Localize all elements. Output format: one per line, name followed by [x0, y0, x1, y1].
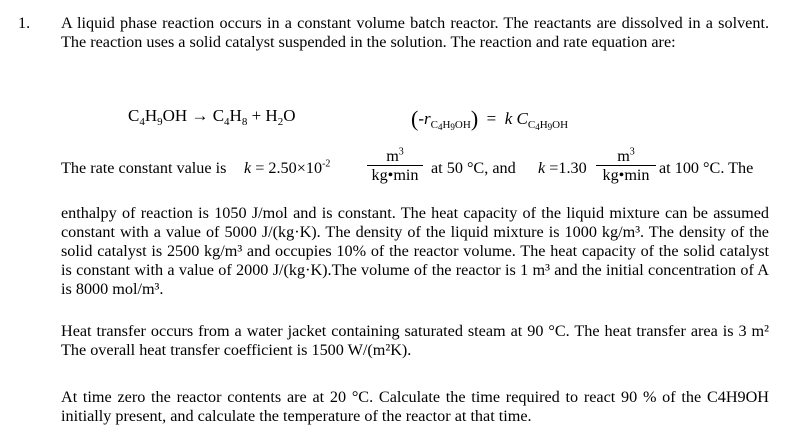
reaction-equation — [128, 106, 295, 128]
reactant-formula: $C_4H_9OH$ — [128, 106, 188, 128]
problem-intro: A liquid phase reaction occurs in a constant volume batch reactor. The reactants are dissolved in a solvent. The reaction uses a solid catalyst suspended in the solution. The reaction and rate equation are: — [61, 14, 769, 51]
rate-constant-lead: The rate constant value is — [61, 159, 227, 177]
reaction-arrow: → — [191, 106, 209, 125]
problem-number: 1. — [18, 14, 31, 32]
rate-constant-k1: $k = 2.50\times 10^{-2}$ — [244, 158, 331, 177]
product-formula-1: $C_4H_8$ — [212, 106, 248, 128]
temperature-1-text: at 50 °C, and — [431, 159, 516, 177]
rate-constants-line — [61, 145, 769, 195]
rate-equation — [411, 106, 568, 132]
unit-fraction-2: $m^3$ kg•min — [596, 147, 656, 184]
rate-lhs: $(-r_{C4H9OH})$ — [411, 106, 479, 132]
product-formula-2: $H_2O$ — [265, 106, 296, 128]
question-paragraph: At time zero the reactor contents are at 20 °C. Calculate the time required to react 90 % of the C4H9OH initially present, and calculate the temperature of the reactor at that time. — [61, 388, 769, 425]
unit-fraction-1: $m^3$ kg•min — [367, 147, 423, 184]
heat-transfer-paragraph: Heat transfer occurs from a water jacket containing saturated steam at 90 °C. The heat transfer area is 3 m² The overall heat transfer coefficient is 1500 W/(m²K). — [61, 322, 769, 359]
rate-rhs: k $C_{C4H9OH}$ — [504, 109, 569, 132]
temperature-2-text: at 100 °C. The — [659, 159, 754, 177]
properties-paragraph: enthalpy of reaction is 1050 J/mol and is constant. The heat capacity of the liquid mixture can be assumed constant with a value of 5000 J/(kg·K). The density of the liquid mixture is 1000 kg/m³. The density of the solid catalyst is 2500 kg/m³ and occupies 10% of the reactor volume. The heat capacity of the solid catalyst is constant with a value of 2000 J/(kg·K).The volume of the reactor is 1 m³ and the initial concentration of A is 8000 mol/m³. — [61, 204, 769, 298]
reaction-equations — [128, 106, 648, 136]
plus-sign: + — [251, 106, 262, 125]
rate-constant-k2: k =1.30 — [538, 159, 587, 177]
rate-equals: = — [486, 109, 497, 128]
